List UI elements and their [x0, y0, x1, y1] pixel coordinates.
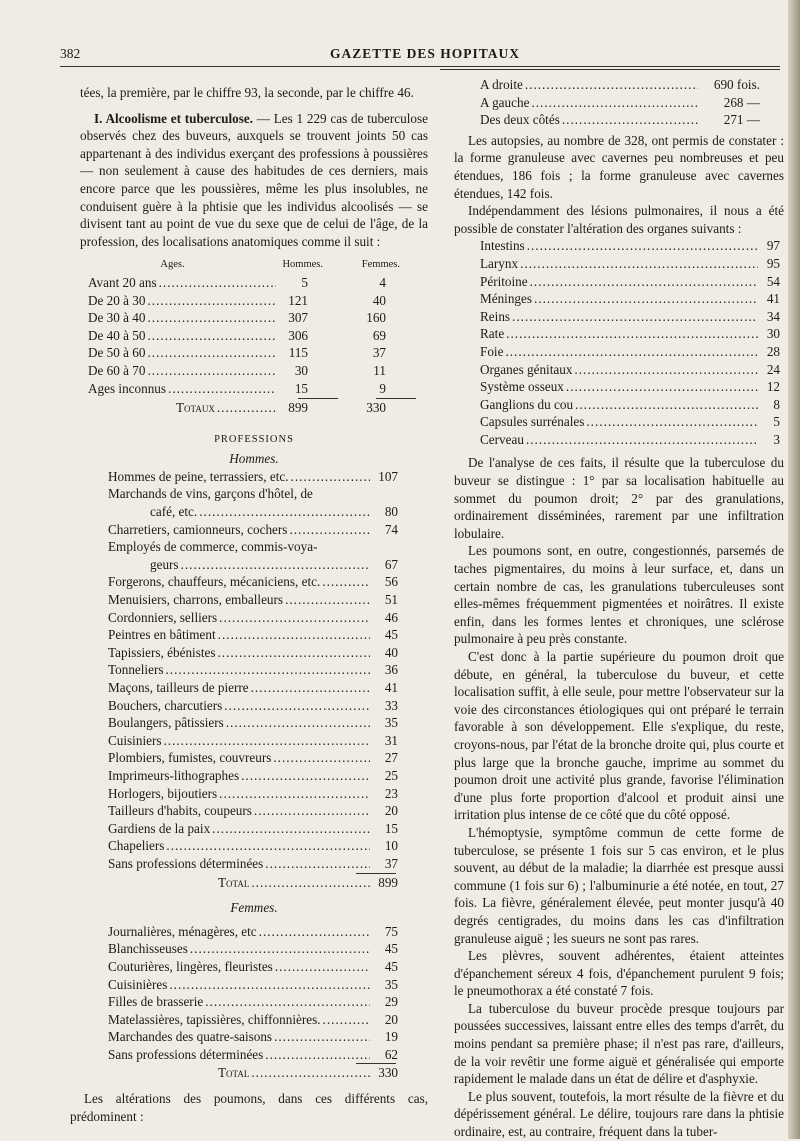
profession-label: Peintres en bâtiment	[108, 627, 216, 643]
table-row	[88, 292, 428, 310]
age-men: 115	[288, 345, 308, 361]
header-rule	[60, 66, 780, 67]
ages-header-women: Femmes.	[361, 259, 400, 271]
age-men: 5	[301, 274, 308, 290]
profession-label: Chapeliers	[108, 838, 165, 854]
profession-label: Maçons, tailleurs de pierre	[108, 680, 249, 695]
organ-label: Foie	[480, 343, 504, 359]
men-total-value: 899	[378, 874, 398, 890]
profession-label: Bouchers, charcutiers	[108, 697, 223, 713]
organ-label: Reins	[480, 308, 511, 324]
table-row	[108, 644, 398, 662]
profession-label: Sans professions déterminées	[108, 1046, 264, 1062]
table-row	[480, 111, 760, 129]
table-row	[108, 785, 398, 803]
table-row	[88, 309, 428, 327]
age-women: 69	[372, 327, 386, 343]
ages-header-men: Hommes.	[282, 259, 323, 271]
organ-label: Capsules surrénales	[480, 414, 585, 430]
ages-total-men: 899	[288, 400, 308, 416]
profession-count: 74	[384, 521, 398, 537]
age-men: 121	[288, 292, 308, 308]
profession-count: 20	[384, 1011, 398, 1027]
page-number: 382	[60, 46, 81, 61]
ages-table	[80, 274, 428, 417]
profession-label: Forgerons, chauffeurs, mécaniciens, etc.	[108, 574, 321, 590]
profession-count: 45	[384, 941, 398, 957]
profession-count: 29	[384, 994, 398, 1010]
profession-label: Plombiers, fumistes, couvreurs	[108, 750, 272, 766]
right-column	[454, 76, 784, 1141]
section-text: — Les 1 229 cas de tuberculose observés chez des buveurs, auxquels se trouvent joints 50 cas appartenant à des individus exerçant des professions à poussières — non seulement à cause des habitudes de ces derniers, mais encore parce que les poussières, même les plus insolubles, ne conduisent guère à la phtisie que les individus alcoolisés — se divisent tant au point de vue du sexe que de celui de l'âge, de la profession, des localisations anatomiques comme il suit :	[80, 110, 428, 249]
profession-count: 27	[384, 750, 398, 766]
profession-label: Cuisiniers	[108, 732, 162, 748]
table-row	[480, 431, 780, 449]
women-professions-table	[80, 923, 428, 1082]
table-row	[480, 290, 780, 308]
table-row	[108, 923, 398, 941]
profession-label: Sans professions déterminées	[108, 855, 264, 871]
section-paragraph	[80, 110, 428, 251]
table-row	[108, 573, 398, 591]
table-row	[108, 538, 398, 556]
organ-count: 5	[773, 414, 780, 430]
table-row	[108, 749, 398, 767]
profession-label: Blanchisseuses	[108, 941, 188, 957]
table-row	[480, 237, 780, 255]
table-row	[88, 344, 428, 362]
profession-count: 25	[384, 767, 398, 783]
pleura-paragraph: Les plèvres, souvent adhérentes, étaient atteintes d'épanchement séreux 4 fois, d'épanchement purulent 9 fois; le pneumothorax a été constaté 7 fois.	[454, 948, 784, 999]
table-row	[88, 327, 428, 345]
side-count: 690 fois.	[713, 77, 760, 92]
journal-title: GAZETTE DES HOPITAUX	[329, 46, 521, 61]
ages-total-label: Totaux	[176, 400, 215, 416]
organ-count: 8	[773, 396, 780, 412]
men-heading: Hommes.	[229, 451, 279, 467]
table-row	[108, 1028, 398, 1046]
autopsies-paragraph: Les autopsies, au nombre de 328, ont permis de constater : la forme granuleuse avec cavernes peu nombreuses et peu étendues, 186 fois ; la forme granuleuse avec cavernes étendues, 142 fois.	[454, 132, 784, 201]
organ-count: 41	[766, 291, 780, 307]
profession-count: 33	[384, 697, 398, 713]
profession-count: 67	[384, 556, 398, 572]
table-row	[108, 976, 398, 994]
profession-count: 41	[384, 680, 398, 695]
profession-label: Filles de brasserie	[108, 994, 204, 1010]
organ-count: 30	[766, 326, 780, 342]
intro-paragraph: tées, la première, par le chiffre 93, la seconde, par le chiffre 46.	[80, 85, 414, 100]
table-row	[108, 714, 398, 732]
hemoptysis-paragraph: L'hémoptysie, symptôme commun de cette forme de tuberculose, se présente 1 fois sur 5 cas environ, et le plus souvent, au début de la maladie; la diarrhée est presque aussi commune (1 fois sur 6) ; l'albuminurie a été notée, en tout, 27 fois. La fièvre, généralement élevée, peut monter jusqu'à 40 degrés centigrades, du moins dans les cas d'infiltration granuleuse aiguë ; les sueurs ne sont pas rares.	[454, 824, 784, 946]
organ-count: 95	[766, 255, 780, 271]
table-row	[480, 343, 780, 361]
organ-label: Péritoine	[480, 273, 528, 289]
table-row	[88, 380, 428, 398]
table-row	[88, 362, 428, 380]
page-header	[60, 44, 790, 64]
lungs-paragraph: Les poumons sont, en outre, congestionnés, parsemés de taches pigmentaires, du moins à leur surface, et, dans un certain nombre de cas, les granulations tuberculeuses sont elles-mêmes fréquemment pigmentées et noirâtres. Il existe enfin, dans les formes lentes et chroniques, une sclérose pulmonaire à peu près constante.	[454, 543, 784, 647]
header-rule-right	[440, 69, 780, 70]
profession-label: Hommes de peine, terrassiers, etc.	[108, 468, 289, 484]
profession-count: 75	[384, 923, 398, 939]
table-row	[480, 396, 780, 414]
profession-label-cont: café, etc.	[150, 504, 198, 520]
profession-count: 35	[384, 715, 398, 731]
table-row	[108, 697, 398, 715]
profession-count: 107	[378, 468, 398, 484]
profession-count: 37	[384, 855, 398, 871]
death-paragraph: Le plus souvent, toutefois, la mort résulte de la fièvre et du dépérissement général. Le délire, toujours rare dans la phtisie ordinaire, est, au contraire, fréquent dans la tuber-	[454, 1088, 784, 1140]
profession-label: Marchandes des quatre-saisons	[108, 1029, 273, 1045]
women-total-label: Total	[218, 1065, 250, 1081]
organ-count: 3	[773, 431, 780, 447]
table-row	[108, 609, 398, 627]
table-row	[480, 378, 780, 396]
section-heading: I. Alcoolisme et tuberculose.	[94, 110, 254, 126]
page-binding-edge	[788, 0, 800, 1139]
table-row	[108, 732, 398, 750]
organ-count: 34	[766, 308, 780, 324]
organ-label: Organes génitaux	[480, 361, 573, 377]
organ-count: 54	[766, 273, 780, 289]
profession-label: Journalières, ménagères, etc	[108, 923, 257, 939]
profession-count: 15	[384, 820, 398, 836]
sides-table	[454, 76, 784, 129]
table-row	[108, 802, 398, 820]
ages-table-header	[80, 256, 428, 274]
profession-count: 10	[384, 838, 398, 854]
side-label: A gauche	[480, 94, 530, 110]
profession-label: Tonneliers	[108, 662, 164, 678]
profession-count: 23	[384, 785, 398, 801]
profession-label: Menuisiers, charrons, emballeurs	[108, 592, 284, 608]
table-row	[108, 940, 398, 958]
profession-label: Employés de commerce, commis-voya-	[108, 539, 318, 555]
side-label: A droite	[480, 77, 523, 92]
profession-label: Horlogers, bijoutiers	[108, 785, 218, 801]
table-row	[480, 76, 760, 94]
organ-label: Larynx	[480, 255, 519, 271]
profession-count: 45	[384, 627, 398, 643]
table-row	[108, 521, 398, 539]
table-row	[480, 255, 780, 273]
organ-label: Rate	[480, 326, 505, 342]
profession-label: Tapissiers, ébénistes	[108, 644, 216, 660]
localisation-paragraph: C'est donc à la partie supérieure du poumon droit que débute, en général, la tuberculose du buveur, et cette localisation suffit, à elle seule, pour mettre l'observateur sur la voie des circonstances étiologiques qui ont préparé le terrain favorable à son développement. Elle s'explique, du reste, croyons-nous, par l'état de la bronche droite qui, plus courte et plus large que la bronche gauche, imprime au sommet du poumon droit une activité plus grande, favorise l'élimination d'une plus forte proportion d'alcool et produit ainsi une irritation plus intense de ce côté que du côté opposé.	[454, 649, 784, 823]
table-row	[108, 503, 398, 521]
organs-table	[454, 237, 784, 448]
age-label: De 50 à 60	[88, 345, 146, 361]
profession-count: 46	[384, 609, 398, 625]
age-label: De 40 à 50	[88, 327, 146, 343]
table-row	[108, 679, 398, 697]
profession-count: 80	[384, 504, 398, 520]
age-label: Ages inconnus	[88, 380, 167, 396]
profession-count: 19	[384, 1029, 398, 1045]
ages-total-row	[176, 399, 428, 417]
table-row	[108, 767, 398, 785]
side-count: 271 —	[723, 112, 760, 128]
men-professions-table	[80, 468, 428, 891]
women-total-row	[218, 1064, 398, 1082]
profession-count: 45	[384, 958, 398, 974]
profession-label: Cordonniers, selliers	[108, 609, 218, 625]
table-row	[480, 361, 780, 379]
profession-label: Cuisinières	[108, 976, 168, 992]
organ-label: Intestins	[480, 238, 525, 254]
age-women: 11	[373, 362, 386, 378]
profession-label: Charretiers, camionneurs, cochers	[108, 521, 288, 537]
profession-count: 40	[384, 644, 398, 660]
organ-count: 28	[766, 343, 780, 359]
table-row	[108, 556, 398, 574]
side-label: Des deux côtés	[480, 112, 560, 128]
table-row	[108, 468, 398, 486]
table-row	[108, 837, 398, 855]
age-women: 4	[379, 274, 386, 290]
table-row	[108, 626, 398, 644]
age-women: 9	[379, 380, 386, 396]
profession-label: Imprimeurs-lithographes	[108, 767, 240, 783]
profession-label-cont: geurs	[150, 556, 179, 572]
organ-label: Méninges	[480, 291, 533, 307]
table-row	[108, 1046, 398, 1064]
organ-count: 97	[766, 238, 780, 254]
table-row	[480, 413, 780, 431]
ages-header-age: Ages.	[160, 259, 185, 271]
professions-heading: PROFESSIONS	[214, 433, 294, 445]
age-label: Avant 20 ans	[88, 274, 157, 290]
profession-label: Gardiens de la paix	[108, 820, 211, 836]
analysis-paragraph: De l'analyse de ces faits, il résulte que la tuberculose du buveur se distingue : 1° par sa localisation habituelle au sommet du poumon droit; 2° par des granulations, ordinairement disséminées, rarement par une infiltration lobulaire.	[454, 455, 784, 541]
organ-label: Cerveau	[480, 431, 524, 447]
table-row	[480, 94, 760, 112]
women-heading: Femmes.	[230, 900, 278, 916]
table-row	[108, 855, 398, 873]
age-women: 160	[366, 310, 386, 326]
profession-label: Marchands de vins, garçons d'hôtel, de	[108, 486, 313, 502]
organs-intro-paragraph: Indépendamment des lésions pulmonaires, il nous a été possible de constater l'altération des organes suivants :	[454, 203, 784, 236]
progression-paragraph: La tuberculose du buveur procède presque toujours par poussées successives, laissant entre elles des temps d'arrêt, du moins pendant sa première phase; il n'est pas rare, d'ailleurs, de la voir revêtir une forme aiguë et généralisée qui emporte rapidement le malade dans un état de délire et d'asphyxie.	[454, 1000, 784, 1087]
profession-count: 31	[384, 732, 398, 748]
table-row	[108, 993, 398, 1011]
age-label: De 30 à 40	[88, 310, 146, 326]
table-row	[88, 274, 428, 292]
profession-count: 36	[384, 662, 398, 678]
age-label: De 60 à 70	[88, 362, 146, 378]
table-row	[480, 308, 780, 326]
profession-count: 62	[384, 1046, 398, 1062]
profession-count: 35	[384, 976, 398, 992]
organ-count: 24	[766, 361, 780, 377]
table-row	[108, 591, 398, 609]
table-row	[108, 820, 398, 838]
table-row	[108, 661, 398, 679]
table-row	[480, 273, 780, 291]
table-row	[108, 1011, 398, 1029]
table-row	[480, 325, 780, 343]
profession-count: 56	[384, 574, 398, 590]
age-men: 15	[294, 380, 308, 396]
profession-label: Couturières, lingères, fleuristes	[108, 958, 273, 974]
ages-total-women: 330	[366, 400, 386, 416]
table-row	[108, 958, 398, 976]
age-men: 306	[288, 327, 308, 343]
organ-label: Système osseux	[480, 379, 564, 395]
table-row	[108, 485, 398, 503]
profession-count: 51	[384, 592, 398, 608]
men-total-label: Total	[218, 874, 250, 890]
closing-paragraph: Les altérations des poumons, dans ces différents cas, prédominent :	[70, 1091, 428, 1124]
side-count: 268 —	[723, 94, 760, 110]
left-column	[70, 84, 428, 1125]
profession-count: 20	[384, 803, 398, 819]
age-women: 37	[372, 345, 386, 361]
organ-count: 12	[766, 379, 780, 395]
age-women: 40	[372, 292, 386, 308]
profession-label: Boulangers, pâtissiers	[108, 715, 224, 731]
ages-total-label-wrap	[176, 399, 278, 417]
age-men: 30	[294, 362, 308, 378]
age-label: De 20 à 30	[88, 292, 146, 308]
women-total-value: 330	[378, 1065, 398, 1081]
profession-label: Tailleurs d'habits, coupeurs	[108, 803, 252, 819]
age-men: 307	[288, 310, 308, 326]
men-total-row	[218, 874, 398, 892]
organ-label: Ganglions du cou	[480, 396, 574, 412]
profession-label: Matelassières, tapissières, chiffonnières.	[108, 1011, 321, 1027]
